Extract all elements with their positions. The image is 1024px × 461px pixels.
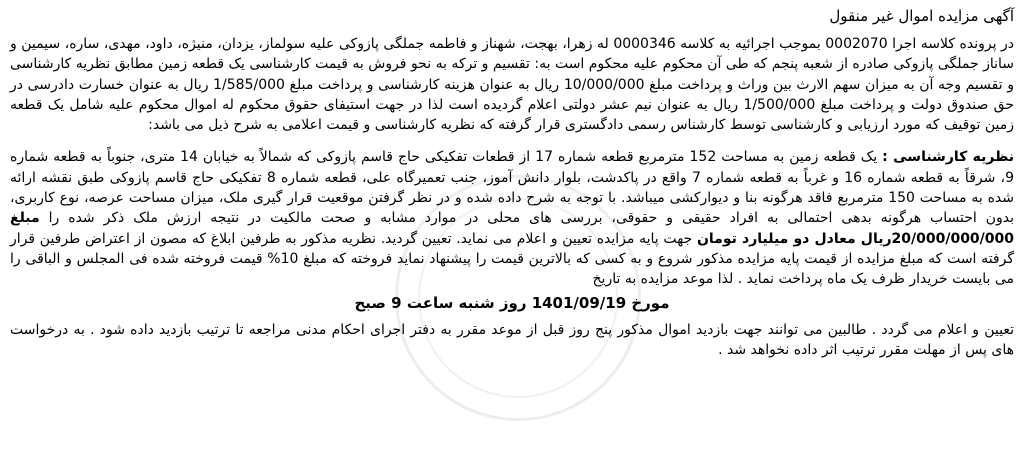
base-price: مبلغ 20/000/000/000ریال معادل دو میلیارد تومان	[10, 210, 1015, 247]
notice-title: آگهی مزایده اموال غیر منقول	[829, 7, 1014, 25]
expert-opinion-text: یک قطعه زمین به مساحت 152 مترمربع قطعه شماره 17 از قطعات تفکیکی حاج قاسم پازوکی که شمالاً به خیابان 14 متری، جنوباً به قطعه شماره 9، شرقاً به قطعه شماره 16 و غرباً به قطعه شماره 7 واقع در پاکدشت، بلوار دانش آموز، جنب تعمیرگاه علی، قطعه شماره 8 تفکیکی حاج قاسم پازوکی طبق نقشه ارائه شده به مساحت 150 مترمربع فاقد هرگونه بنا و دیوارکشی میباشد. با توجه به شرح داده شده و در نظر گرفتن موقعیت قرار گیری ملک، میزان مساحت عرصه، نوع کاربری، بدون احتساب هرگونه بدهی احتمالی به افراد حقیقی و حقوقی، بررسی های محلی در موارد مشابه و صحت مالکیت در نتیجه ارزش ملک ذکر شده را	[10, 149, 1014, 227]
expert-opinion-label: نظریه کارشناسی :	[882, 149, 1015, 166]
closing-paragraph: تعیین و اعلام می گردد . طالبین می توانند جهت بازدید اموال مذکور پنج روز قبل از موعد مقرر به دفتر اجرای احکام مدنی مراجعه تا ترتیب بازدید داده شود . به درخواست های پس از مهلت مقرر ترتیب اثر داده نخواهد شد .	[10, 321, 1014, 358]
expert-opinion-text-cont: جهت پایه مزایده تعیین و اعلام می نماید. تعیین گردید. نظریه مذکور به طرفین ابلاغ که مصون از اعتراض طرفین قرار گرفته است که مبلغ مزایده از قیمت پایه مزایده مذکور شروع و به کسی که بالاترین قیمت را پیشنهاد نماید فروخته که مبلغ 10% قیمت فروخته شده فی المجلس و الباقی را می بایست خریدار ظرف یک ماه پرداخت نماید . لذا موعد مزایده به تاریخ	[10, 230, 1014, 288]
expert-opinion-paragraph	[10, 147, 1014, 289]
intro-paragraph: در پرونده کلاسه اجرا 0002070 بموجب اجرائیه به کلاسه 0000346 له زهرا، بهجت، شهناز و فاطمه جملگی پازوکی علیه سولماز، یزدان، منیژه، داود، مهدی، ساره، سیمین و ساناز جملگی پازوکی صادره از شعبه پنجم که طی آن محکوم علیه محکوم است به: تقسیم و ترکه به نحو فروش به قیمت کارشناسی یک قطعه زمین مطابق نظریه کارشناسی و تقسیم وجه آن به میزان سهم الارث بین وراث و پرداخت مبلغ 10/000/000 ریال به عنوان هزینه کارشناسی و پرداخت مبلغ 1/585/000 ریال به عنوان خسارت دادرسی در حق صندوق دولت و پرداخت مبلغ 1/500/000 ریال به عنوان نیم عشر دولتی اعلام گردیده است لذا در جهت استیفای حقوق محکوم له اموال محکوم علیه شامل یک قطعه زمین توقیف که مورد ارزیابی و کارشناسی توسط کارشناس رسمی دادگستری قرار گرفته که نظریه کارشناسی و قیمت اعلامی به شرح ذیل می باشد:	[10, 36, 1014, 134]
auction-date: مورخ 1401/09/19 روز شنبه ساعت 9 صبح	[354, 293, 670, 312]
